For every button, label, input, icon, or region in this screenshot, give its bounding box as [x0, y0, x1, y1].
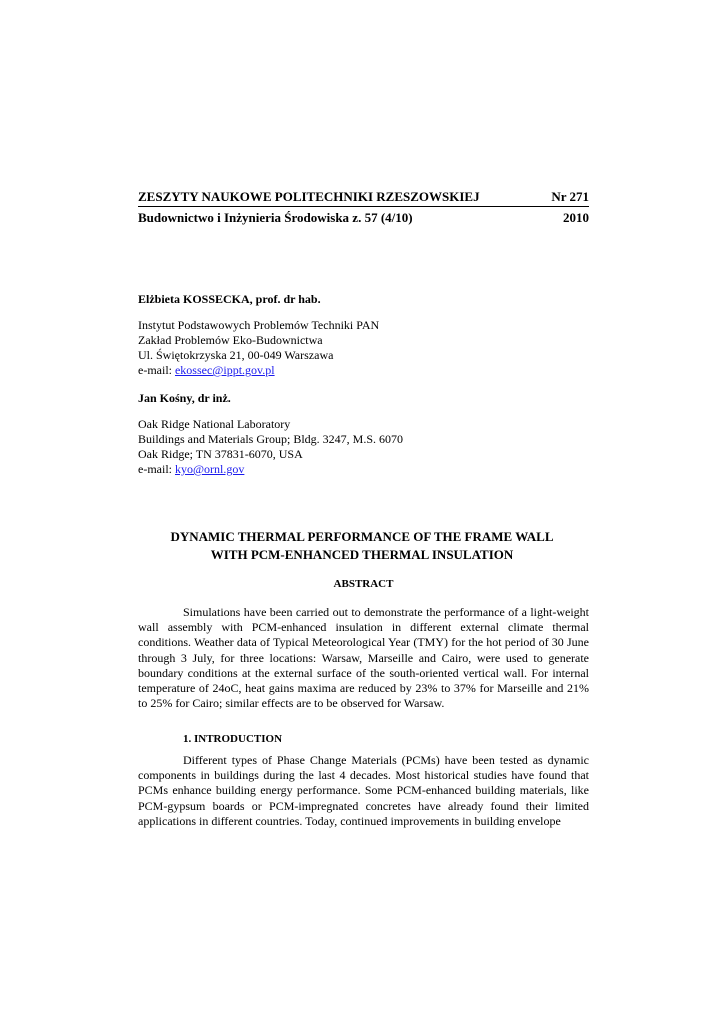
email-label: e-mail:: [138, 462, 175, 476]
affiliation-line: Buildings and Materials Group; Bldg. 3247, M.S. 6070: [138, 432, 403, 446]
author-name: Jan Kośny, dr inż.: [138, 391, 231, 405]
abstract-heading: ABSTRACT: [333, 578, 394, 590]
introduction-text: Different types of Phase Change Materials (PCMs) have been tested as dynamic components in buildings during the last 4 decades. Most historical studies have found that PCMs enhance building energy performance. Some PCM-enhanced building materials, like PCM-gypsum boards or PCM-impregnated concretes have already found their limited applications in different countries. Today, continued improvements in building envelope: [138, 753, 589, 828]
header-rule: [138, 206, 589, 207]
abstract-text: Simulations have been carried out to demonstrate the performance of a light-weight wall assembly with PCM-enhanced insulation in different external climate thermal conditions. Weather data of Typical Meteorological Year (TMY) for the hot period of 30 June through 3 July, for three locations: Warsaw, Marseille and Cairo, were used to generate boundary conditions at the external surface of the south-oriented vertical wall. For internal temperature of 24oC, heat gains maxima are reduced by 23% to 37% for Marseille and 21% to 25% for Cairo; similar effects are to be observed for Warsaw.: [138, 605, 589, 711]
email-link[interactable]: kyo@ornl.gov: [174, 462, 245, 476]
email-line: [138, 462, 589, 477]
journal-number: Nr 271: [551, 189, 589, 204]
title-line: DYNAMIC THERMAL PERFORMANCE OF THE FRAME WALL: [170, 529, 554, 544]
journal-year: 2010: [563, 210, 589, 225]
affiliation-line: Oak Ridge; TN 37831-6070, USA: [138, 447, 303, 461]
affiliation-line: Instytut Podstawowych Problemów Techniki PAN: [138, 318, 380, 332]
paper-title: [120, 528, 604, 564]
journal-series: Budownictwo i Inżynieria Środowiska z. 57 (4/10): [138, 210, 413, 225]
affiliation-line: Zakład Problemów Eko-Budownictwa: [138, 333, 323, 347]
journal-name: ZESZYTY NAUKOWE POLITECHNIKI RZESZOWSKIEJ: [138, 189, 480, 204]
section-heading: 1. INTRODUCTION: [183, 733, 283, 745]
email-line: [138, 363, 589, 378]
email-label: e-mail:: [138, 363, 175, 377]
author-affiliation: [138, 318, 589, 378]
author-affiliation: [138, 417, 589, 477]
email-link[interactable]: ekossec@ippt.gov.pl: [174, 363, 275, 377]
affiliation-line: Ul. Świętokrzyska 21, 00-049 Warszawa: [138, 348, 334, 362]
affiliation-line: Oak Ridge National Laboratory: [138, 417, 291, 431]
title-line: WITH PCM-ENHANCED THERMAL INSULATION: [210, 547, 514, 562]
author-name: Elżbieta KOSSECKA, prof. dr hab.: [138, 292, 321, 306]
